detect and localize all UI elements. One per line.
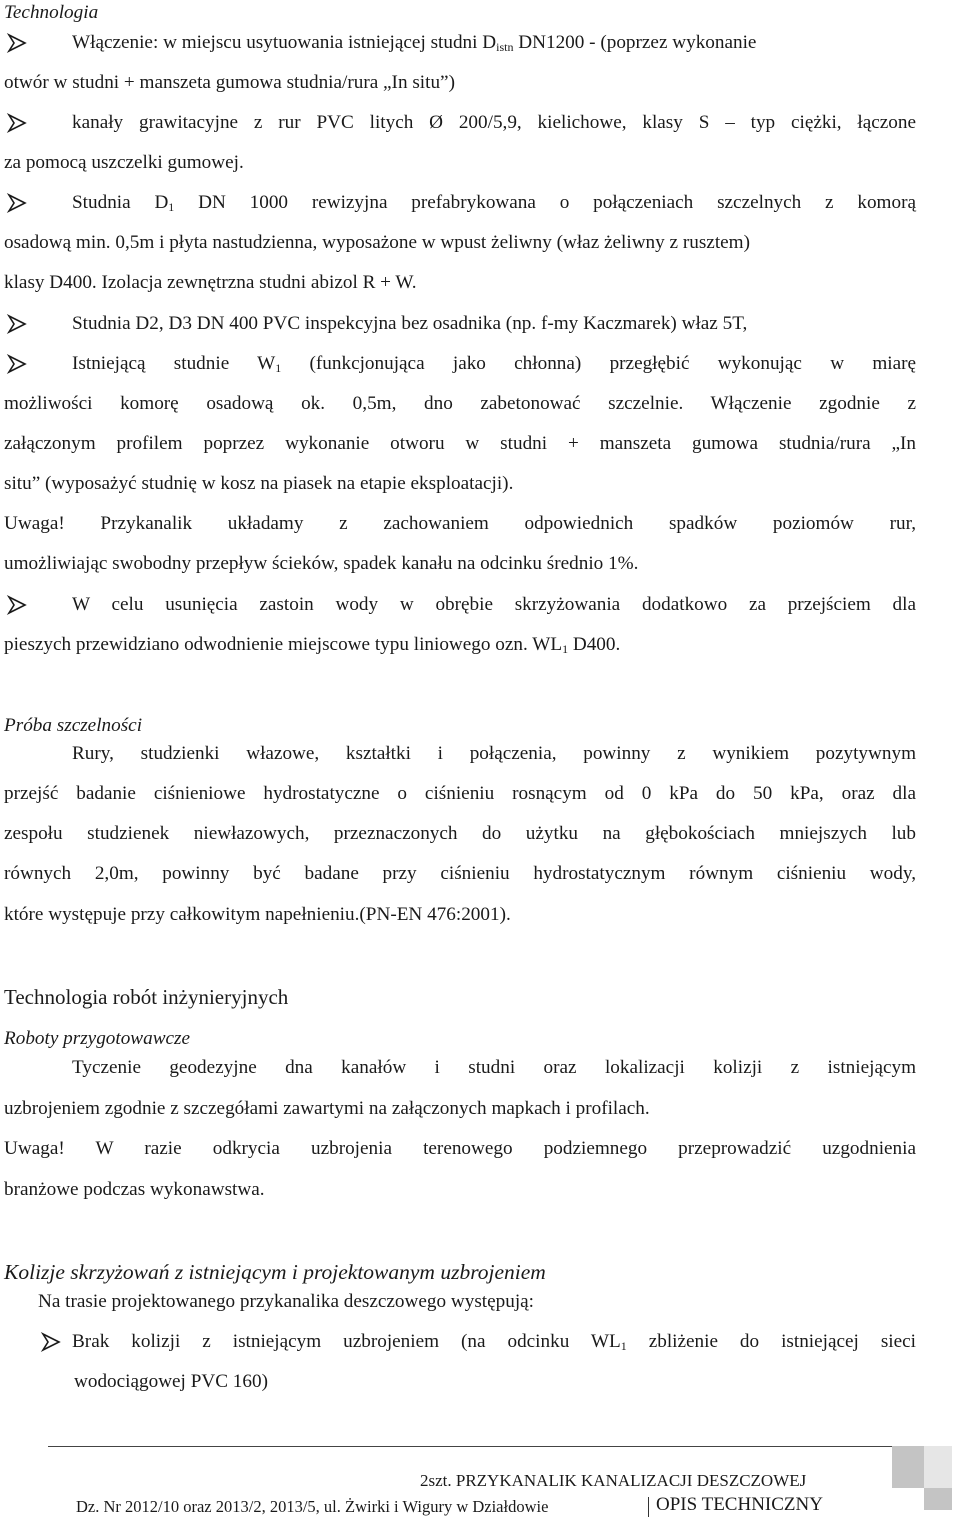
arrowhead-bullet-icon [6, 313, 28, 335]
text-line: otwór w studni + manszeta gumowa studnia/rura „In situ”) [4, 72, 455, 93]
arrowhead-bullet-icon [6, 112, 28, 134]
note-uwaga-przykanalik: Uwaga! Przykanalik układamy z zachowaniem odpowiednich spadków poziomów rur, [4, 513, 916, 534]
footer-decor-square [924, 1488, 952, 1510]
text-line: za pomocą uszczelki gumowej. [4, 152, 244, 173]
text-line: pieszych przewidziano odwodnienie miejscowe typu liniowego ozn. $WL_1$ D400. [4, 634, 621, 656]
paragraph-proba: Rury, studzienki włazowe, kształtki i połączenia, powinny z wynikiem pozytywnym [72, 743, 916, 764]
paragraph-na-trasie: Na trasie projektowanego przykanalika deszczowego występują: [38, 1291, 535, 1312]
paragraph-tyczenie: Tyczenie geodezyjne dna kanałów i studni oraz lokalizacji kolizji z istniejącym [72, 1057, 916, 1078]
text-line: branżowe podczas wykonawstwa. [4, 1179, 265, 1200]
footer-decor-square [924, 1446, 952, 1488]
bullet-wlaczenie: Włączenie: w miejscu usytuowania istniejącej studni $D_{istn}$ DN1200 - (poprzez wykonanie [72, 32, 757, 54]
text-line: równych 2,0m, powinny być badane przy ciśnieniu hydrostatycznym równym ciśnieniu wody, [4, 863, 916, 884]
footer-separator [648, 1497, 649, 1517]
text-line: umożliwiając swobodny przepływ ścieków, spadek kanału na odcinku średnio 1%. [4, 553, 639, 574]
footer-divider [48, 1446, 924, 1447]
arrowhead-bullet-icon [40, 1331, 62, 1353]
footer-doc-type: OPIS TECHNICZNY [656, 1494, 823, 1515]
section-title-proba-szczelnosci: Próba szczelności [4, 715, 143, 736]
section-title-kolizje: Kolizje skrzyżowań z istniejącym i projektowanym uzbrojeniem [4, 1260, 546, 1284]
text-line: które występuje przy całkowitym napełnieniu.(PN-EN 476:2001). [4, 904, 511, 925]
text-line: klasy D400. Izolacja zewnętrzna studni abizol R + W. [4, 272, 417, 293]
text-line: zespołu studzienek niewłazowych, przeznaczonych do użytku na głębokościach mniejszych lub [4, 823, 916, 844]
bullet-odwodnienie: W celu usunięcia zastoin wody w obrębie skrzyżowania dodatkowo za przejściem dla [72, 594, 916, 615]
footer-address: Dz. Nr 2012/10 oraz 2013/2, 2013/5, ul. Żwirki i Wigury w Działdowie [76, 1497, 549, 1516]
text-line: możliwości komorę osadową ok. 0,5m, dno zabetonować szczelnie. Włączenie zgodnie z [4, 393, 916, 414]
arrowhead-bullet-icon [6, 353, 28, 375]
arrowhead-bullet-icon [6, 192, 28, 214]
section-title-technologia: Technologia [4, 2, 99, 23]
arrowhead-bullet-icon [6, 32, 28, 54]
text-line: załączonym profilem poprzez wykonanie otworu w studni + manszeta gumowa studnia/rura „In [4, 433, 916, 454]
section-title-technologia-robot: Technologia robót inżynieryjnych [4, 985, 289, 1009]
bullet-studnia-d1: Studnia $D_1$ DN 1000 rewizyjna prefabrykowana o połączeniach szczelnych z komorą [72, 192, 916, 214]
subsection-title-roboty-przygotowawcze: Roboty przygotowawcze [4, 1028, 190, 1049]
footer-decor-square [892, 1446, 924, 1488]
text-line: osadową min. 0,5m i płyta nastudzienna, wyposażone w wpust żeliwny (właz żeliwny z rusztem) [4, 232, 750, 253]
bullet-istniejaca-studnia: Istniejącą studnie $W_1$ (funkcjonująca jako chłonna) przegłębić wykonując w miarę [72, 353, 916, 375]
arrowhead-bullet-icon [6, 594, 28, 616]
bullet-kanaly: kanały grawitacyjne z rur PVC litych Ø 200/5,9, kielichowe, klasy S – typ ciężki, łączone [72, 112, 916, 133]
text-line: situ” (wyposażyć studnię w kosz na piasek na etapie eksploatacji). [4, 473, 514, 494]
bullet-studnia-d2-d3: Studnia D2, D3 DN 400 PVC inspekcyjna bez osadnika (np. f-my Kaczmarek) właz 5T, [72, 313, 748, 334]
footer-title: 2szt. PRZYKANALIK KANALIZACJI DESZCZOWEJ [420, 1471, 807, 1490]
text-line: wodociągowej PVC 160) [74, 1371, 268, 1392]
note-uwaga-uzbrojenie: Uwaga! W razie odkrycia uzbrojenia terenowego podziemnego przeprowadzić uzgodnienia [4, 1138, 916, 1159]
bullet-brak-kolizji: Brak kolizji z istniejącym uzbrojeniem (na odcinku $WL_1$ zbliżenie do istniejącej sieci [72, 1331, 916, 1353]
text-line: przejść badanie ciśnieniowe hydrostatyczne o ciśnieniu rosnącym od 0 kPa do 50 kPa, oraz dla [4, 783, 916, 804]
text-line: uzbrojeniem zgodnie z szczegółami zawartymi na załączonych mapkach i profilach. [4, 1098, 650, 1119]
